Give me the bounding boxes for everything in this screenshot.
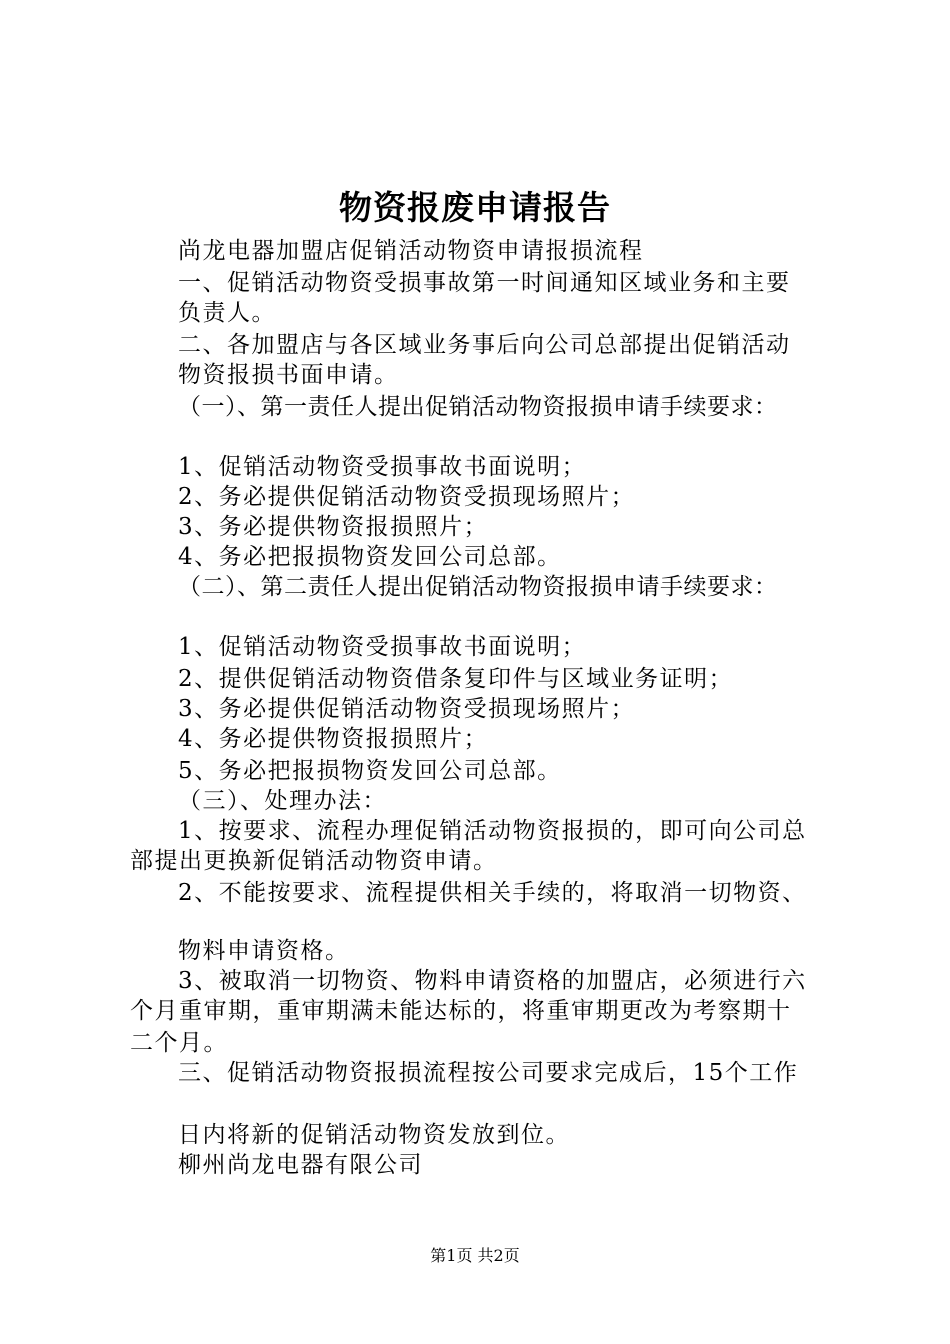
text-line: 4、务必提供物资报损照片； <box>178 726 489 752</box>
text-line: 三、促销活动物资报损流程按公司要求完成后，15个工作 <box>178 1060 799 1086</box>
text-line: 1、促销活动物资受损事故书面说明； <box>178 454 587 480</box>
text-line: 3、务必提供物资报损照片； <box>178 514 489 540</box>
page-title: 物资报废申请报告 <box>339 188 611 227</box>
text-line: 个月重审期，重审期满未能达标的，将重审期更改为考察期十 <box>130 998 792 1024</box>
text-line: 3、被取消一切物资、物料申请资格的加盟店，必须进行六 <box>178 968 807 994</box>
text-line: 物资报损书面申请。 <box>178 362 399 388</box>
text-line: 4、务必把报损物资发回公司总部。 <box>178 544 562 570</box>
text-line: 3、务必提供促销活动物资受损现场照片； <box>178 696 636 722</box>
text-line: 1、促销活动物资受损事故书面说明； <box>178 634 587 660</box>
text-line: 2、务必提供促销活动物资受损现场照片； <box>178 484 636 510</box>
text-line: 二、各加盟店与各区域业务事后向公司总部提出促销活动 <box>178 332 791 358</box>
page-footer: 第1页 共2页 <box>430 1246 520 1265</box>
text-line: （一）、第一责任人提出促销活动物资报损申请手续要求： <box>178 394 778 420</box>
text-line: 部提出更换新促销活动物资申请。 <box>130 848 498 874</box>
text-line: 2、提供促销活动物资借条复印件与区域业务证明； <box>178 666 734 692</box>
text-line: 1、按要求、流程办理促销活动物资报损的，即可向公司总 <box>178 818 807 844</box>
text-line: 尚龙电器加盟店促销活动物资申请报损流程 <box>178 238 644 264</box>
text-line: 2、不能按要求、流程提供相关手续的，将取消一切物资、 <box>178 880 807 906</box>
text-line: 一、促销活动物资受损事故第一时间通知区域业务和主要 <box>178 270 791 296</box>
text-line: 5、务必把报损物资发回公司总部。 <box>178 758 562 784</box>
text-line: 负责人。 <box>178 300 276 326</box>
text-line: 物料申请资格。 <box>178 938 350 964</box>
text-line: （三）、处理办法： <box>178 788 387 814</box>
text-line: 二个月。 <box>130 1030 228 1056</box>
text-line: 柳州尚龙电器有限公司 <box>178 1152 423 1178</box>
text-line: 日内将新的促销活动物资发放到位。 <box>178 1122 570 1148</box>
text-line: （二）、第二责任人提出促销活动物资报损申请手续要求： <box>178 574 778 600</box>
